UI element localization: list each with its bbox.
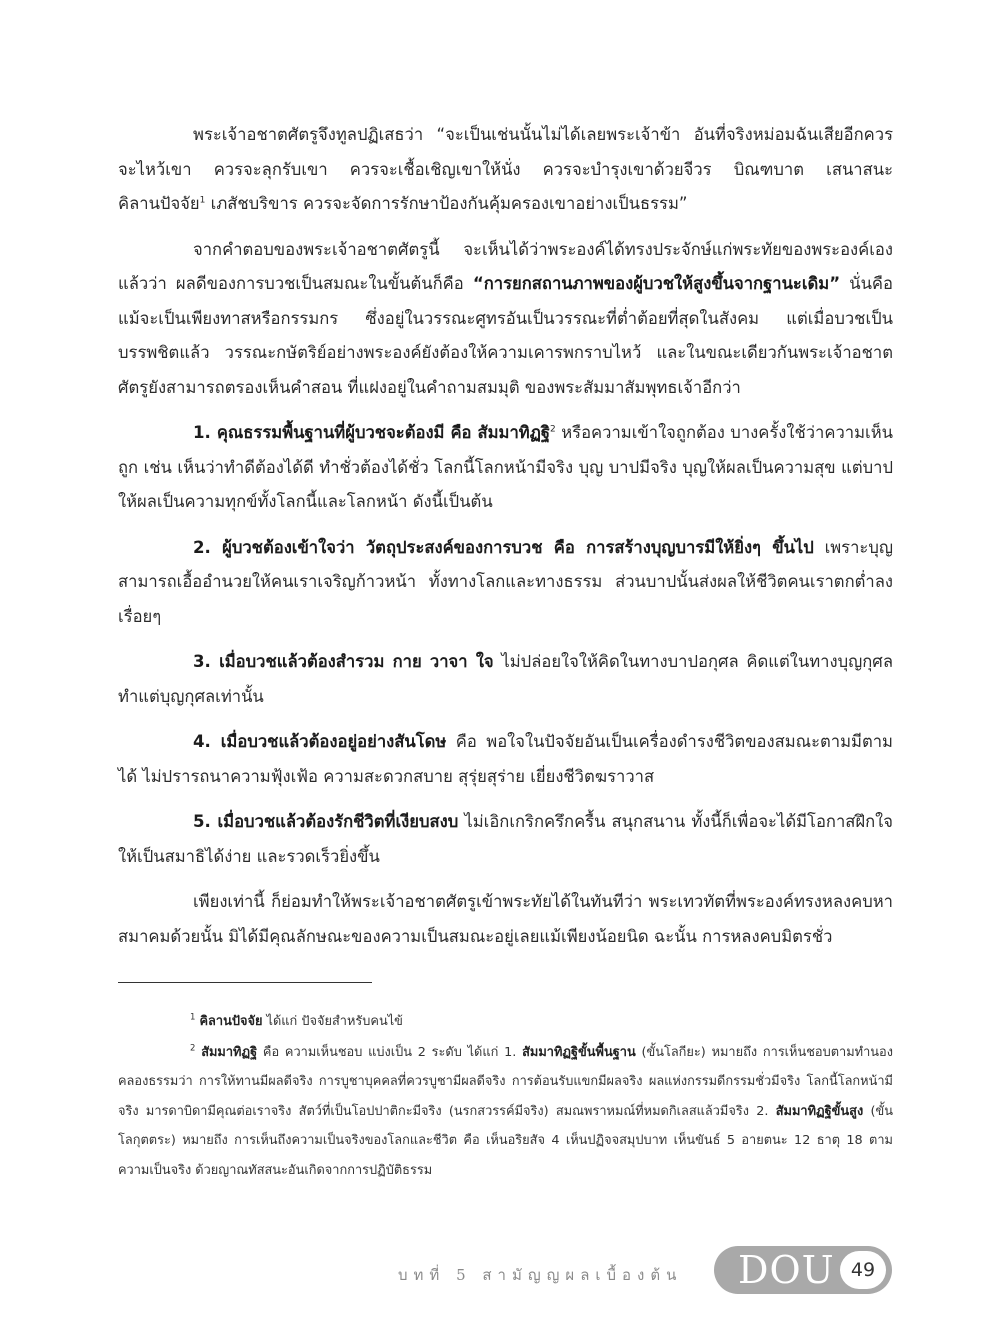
main-body bbox=[118, 118, 893, 965]
footnote-2: $^2$ สัมมาทิฏฐิ คือ ความเห็นชอบ แบ่งเป็น 2 ระดับ ได้แก่ 1. สัมมาทิฏฐิขั้นพื้นฐาน (ขั้นโลกียะ) หมายถึง การเห็นชอบตามทำนองคลองธรรมว่า การให้ทานมีผลดีจริง การบูชาบุคคลที่ควรบูชามีผลดีจริง การต้อนรับแขกมีผลจริง ผลแห่งกรรมดีกรรมชั่วมีจริง โลกนี้โลกหน้ามีจริง มารดาบิดามีคุณต่อเราจริง สัตว์ที่เป็นโอปปาติกะมีจริง (นรกสวรรค์มีจริง) สมณพราหมณ์ที่หมดกิเลสแล้วมีจริง 2. สัมมาทิฏฐิขั้นสูง (ขั้นโลกุตตระ) หมายถึง การเห็นถึงความเป็นจริงของโลกและชีวิต คือ เห็นอริยสัจ 4 เห็นปฏิจจสมุปบาท เห็นขันธ์ 5 อายตนะ 12 ธาตุ 18 ตามความเป็นจริง ด้วยญาณทัสสนะอันเกิดจากการปฏิบัติธรรม bbox=[118, 1043, 893, 1178]
running-chapter-title: บทที่ 5 สามัญญผลเบื้องต้น bbox=[398, 1266, 683, 1284]
footnote-2-number: 2 bbox=[190, 1043, 196, 1054]
list-item-4-heading: 4. เมื่อบวชแล้วต้องอยู่อย่างสันโดษ bbox=[193, 732, 447, 751]
footnote-2-term-advanced: สัมมาทิฏฐิขั้นสูง bbox=[775, 1103, 864, 1119]
list-item-3: 3. เมื่อบวชแล้วต้องสำรวม กาย วาจา ใจ ไม่ปล่อยใจให้คิดในทางบาปอกุศล คิดแต่ในทางบุญกุศล ทำแต่บุญกุศลเท่านั้น bbox=[118, 652, 893, 706]
footnote-2-term: สัมมาทิฏฐิ bbox=[201, 1044, 258, 1060]
list-item-2: 2. ผู้บวชต้องเข้าใจว่า วัตถุประสงค์ของการบวช คือ การสร้างบุญบารมีให้ยิ่งๆ ขึ้นไป เพราะบุญสามารถเอื้ออำนวยให้คนเราเจริญก้าวหน้า ทั้งทางโลกและทางธรรม ส่วนบาปนั้นส่งผลให้ชีวิตคนเราตกต่ำลงเรื่อยๆ bbox=[118, 537, 893, 626]
footnote-1-term: คิลานปัจจัย bbox=[199, 1014, 263, 1029]
footnote-divider bbox=[118, 982, 372, 983]
list-item-1-heading: 1. คุณธรรมพื้นฐานที่ผู้บวชจะต้องมี คือ สัมมาทิฏฐิ bbox=[193, 423, 551, 442]
list-item-5: 5. เมื่อบวชแล้วต้องรักชีวิตที่เงียบสงบ ไม่เอิกเกริกครึกครื้น สนุกสนาน ทั้งนี้ก็เพื่อจะได้มีโอกาสฝึกใจให้เป็นสมาธิได้ง่าย และรวดเร็วยิ่งขึ้น bbox=[118, 812, 894, 866]
paragraph-conclusion: จากคำตอบของพระเจ้าอชาตศัตรูนี้ จะเห็นได้ว่าพระองค์ได้ทรงประจักษ์แก่พระทัยของพระองค์เองแล้วว่า ผลดีของการบวชเป็นสมณะในขั้นต้นก็คือ “การยกสถานภาพของผู้บวชให้สูงขึ้นจากฐานะเดิม” นั่นคือ แม้จะเป็นเพียงทาสหรือกรรมกร ซึ่งอยู่ในวรรณะศูทรอันเป็นวรรณะที่ต่ำต้อยที่สุดในสังคม แต่เมื่อบวชเป็นบรรพชิตแล้ว วรรณะกษัตริย์อย่างพระองค์ยังต้องให้ความเคารพกราบไหว้ และในขณะเดียวกันพระเจ้าอชาตศัตรูยังสามารถตรองเห็นคำสอน ที่แฝงอยู่ในคำถามสมมุติ ของพระสัมมาสัมพุทธเจ้าอีกว่า bbox=[118, 239, 893, 397]
key-benefit-bold: “การยกสถานภาพของผู้บวชให้สูงขึ้นจากฐานะเดิม” bbox=[472, 274, 841, 293]
footnote-1: $^1$ คิลานปัจจัย ได้แก่ ปัจจัยสำหรับคนไข้ bbox=[190, 1012, 403, 1029]
footnote-ref-1: 1 bbox=[199, 195, 206, 206]
list-item-1: 1. คุณธรรมพื้นฐานที่ผู้บวชจะต้องมี คือ สัมมาทิฏฐิ$^2$ หรือความเข้าใจถูกต้อง บางครั้งใช้ว่าความเห็นถูก เช่น เห็นว่าทำดีต้องได้ดี ทำชั่วต้องได้ชั่ว โลกนี้โลกหน้ามีจริง บุญ บาปมีจริง บุญให้ผลเป็นความสุข แต่บาปให้ผลเป็นความทุกข์ทั้งโลกนี้และโลกหน้า ดังนี้เป็นต้น bbox=[118, 423, 893, 511]
paragraph-final: เพียงเท่านี้ ก็ย่อมทำให้พระเจ้าอชาตศัตรูเข้าพระทัยได้ในทันทีว่า พระเทวทัตที่พระองค์ทรงหลงคบหาสมาคมด้วยนั้น มิได้มีคุณลักษณะของความเป็นสมณะอยู่เลยแม้เพียงน้อยนิด ฉะนั้น การหลงคบมิตรชั่ว bbox=[118, 892, 893, 946]
footnote-1-number: 1 bbox=[190, 1012, 196, 1023]
footnotes bbox=[118, 1007, 893, 1186]
list-item-4: 4. เมื่อบวชแล้วต้องอยู่อย่างสันโดษ คือ พอใจในปัจจัยอันเป็นเครื่องดำรงชีวิตของสมณะตามมีตามได้ ไม่ปรารถนาความฟุ้งเฟ้อ ความสะดวกสบาย สุรุ่ยสุร่าย เยี่ยงชีวิตฆราวาส bbox=[118, 732, 893, 786]
page-badge bbox=[714, 1246, 892, 1294]
dou-logo: DOU bbox=[738, 1248, 835, 1292]
page-number: 49 bbox=[840, 1251, 886, 1289]
list-item-3-heading: 3. เมื่อบวชแล้วต้องสำรวม กาย วาจา ใจ bbox=[193, 652, 494, 671]
list-item-5-heading: 5. เมื่อบวชแล้วต้องรักชีวิตที่เงียบสงบ bbox=[193, 812, 459, 831]
footnote-2-term-basic: สัมมาทิฏฐิขั้นพื้นฐาน bbox=[522, 1044, 636, 1060]
footnote-ref-2: 2 bbox=[550, 424, 556, 435]
list-item-2-heading: 2. ผู้บวชต้องเข้าใจว่า วัตถุประสงค์ของการบวช คือ การสร้างบุญบารมีให้ยิ่งๆ ขึ้นไป bbox=[193, 537, 814, 557]
paragraph-king-reply: พระเจ้าอชาตศัตรูจึงทูลปฏิเสธว่า “จะเป็นเช่นนั้นไม่ได้เลยพระเจ้าข้า อันที่จริงหม่อมฉันเสียอีกควรจะไหว้เขา ควรจะลุกรับเขา ควรจะเชื้อเชิญเขาให้นั่ง ควรจะบำรุงเขาด้วยจีวร บิณฑบาต เสนาสนะ คิลานปัจจัย$^1$ เภสัชบริขาร ควรจะจัดการรักษาป้องกันคุ้มครองเขาอย่างเป็นธรรม” bbox=[118, 125, 893, 213]
